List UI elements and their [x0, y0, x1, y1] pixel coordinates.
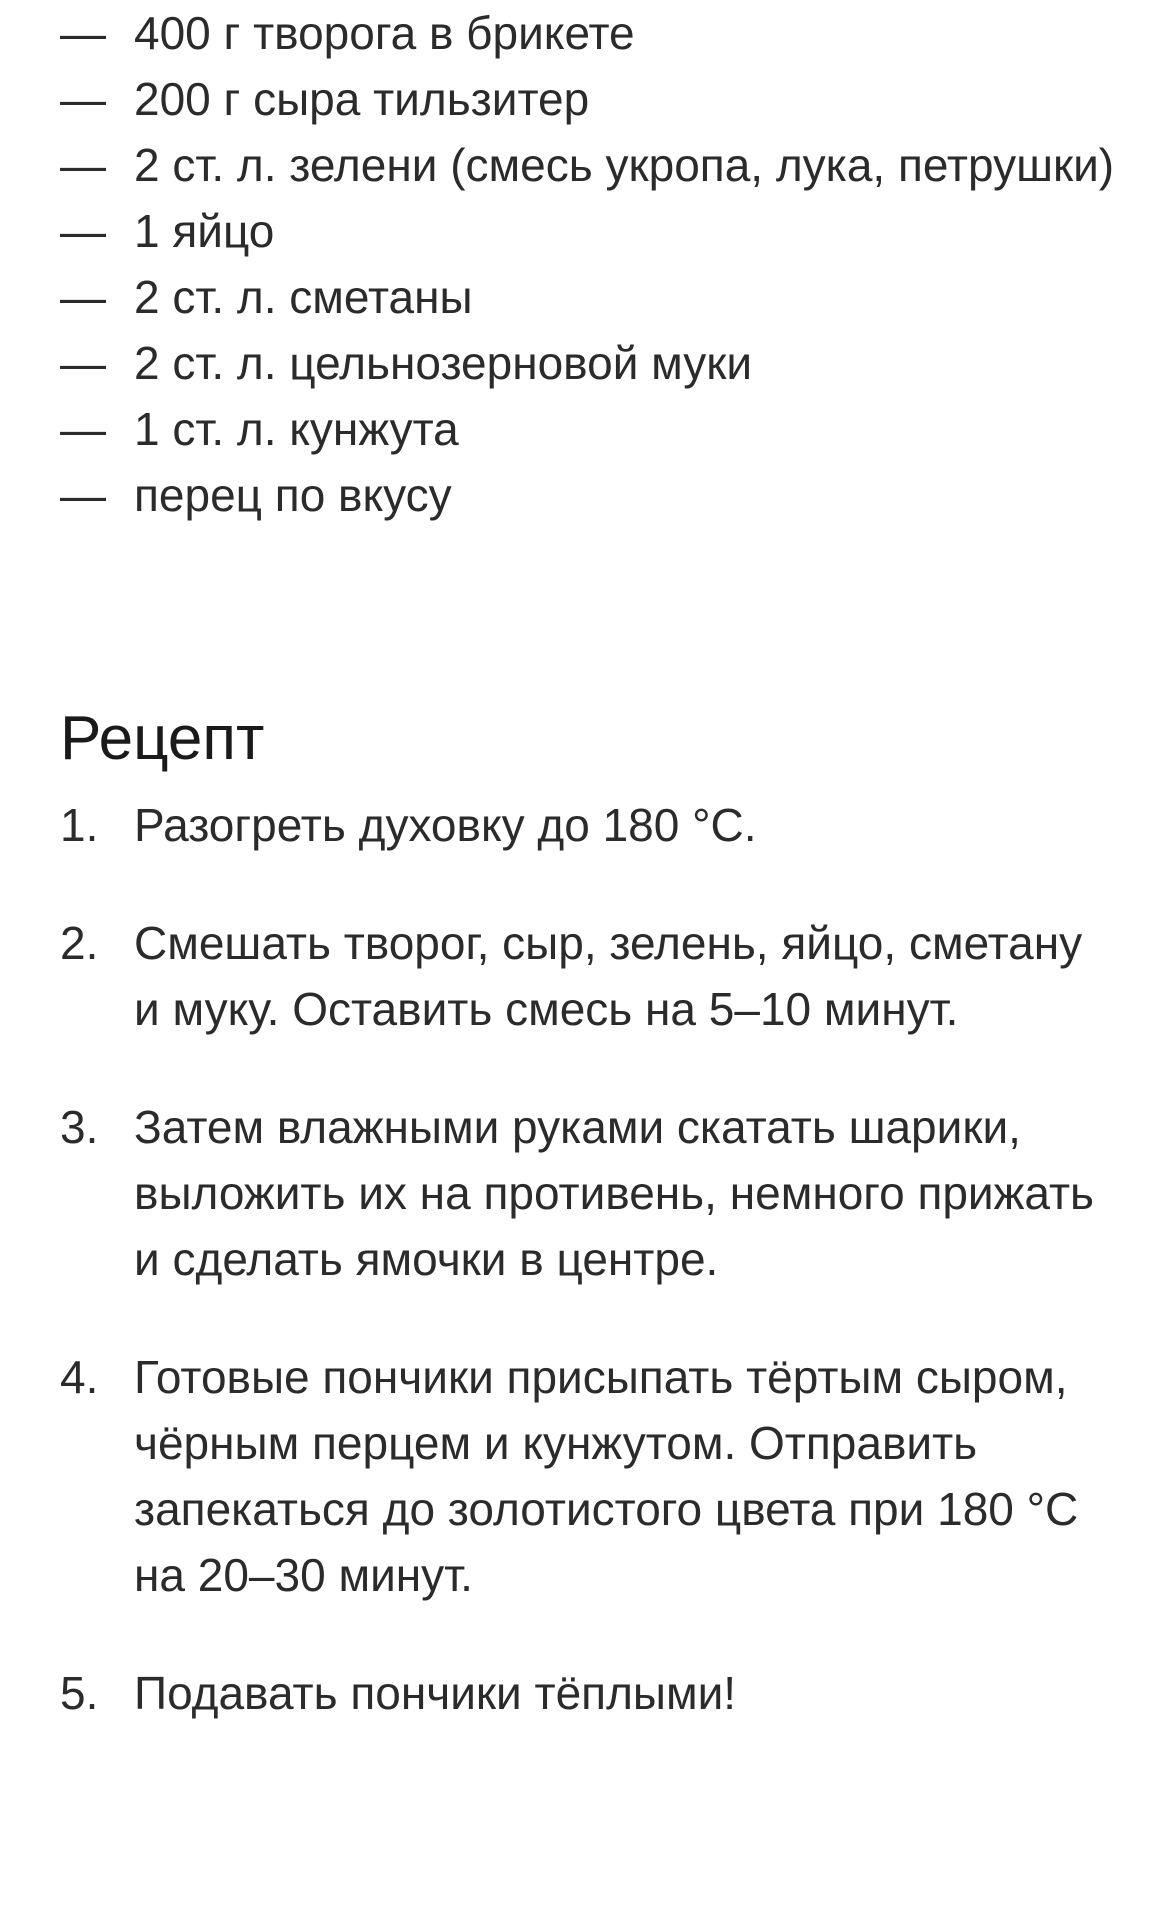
ingredient-dash: — — [60, 7, 106, 59]
step-number: 5. — [60, 1667, 99, 1719]
ingredient-item — [60, 462, 1120, 528]
ingredient-item — [60, 66, 1120, 132]
ingredient-item — [60, 264, 1120, 330]
ingredient-dash: — — [60, 337, 106, 389]
ingredient-text: 200 г сыра тильзитер — [134, 73, 590, 125]
ingredient-dash: — — [60, 139, 106, 191]
ingredient-item — [60, 330, 1120, 396]
step-text: Подавать пончики тёплыми! — [134, 1667, 737, 1719]
recipe-step — [60, 792, 1120, 858]
step-number: 3. — [60, 1101, 99, 1153]
ingredient-dash: — — [60, 403, 106, 455]
ingredient-text: перец по вкусу — [134, 469, 452, 521]
recipe-step — [60, 1344, 1120, 1608]
step-number: 2. — [60, 917, 99, 969]
ingredient-dash: — — [60, 205, 106, 257]
recipe-step — [60, 910, 1120, 1042]
step-text: Затем влажными руками скатать шарики, выложить их на противень, немного прижать и сделать ямочки в центре. — [134, 1101, 1095, 1285]
ingredient-text: 400 г творога в брикете — [134, 7, 635, 59]
ingredient-text: 2 ст. л. сметаны — [134, 271, 473, 323]
ingredient-item — [60, 198, 1120, 264]
recipe-step — [60, 1660, 1120, 1726]
ingredient-text: 2 ст. л. зелени (смесь укропа, лука, петрушки) — [134, 139, 1115, 191]
ingredient-item — [60, 0, 1120, 66]
ingredient-item — [60, 132, 1120, 198]
recipe-step — [60, 1094, 1120, 1292]
step-number: 4. — [60, 1351, 99, 1403]
ingredient-dash: — — [60, 73, 106, 125]
step-text: Разогреть духовку до 180 °C. — [134, 799, 757, 851]
step-text: Смешать творог, сыр, зелень, яйцо, сметану и муку. Оставить смесь на 5–10 минут. — [134, 917, 1083, 1035]
ingredient-text: 1 ст. л. кунжута — [134, 403, 459, 455]
step-text: Готовые пончики присыпать тёртым сыром, чёрным перцем и кунжутом. Отправить запекаться до золотистого цвета при 180 °C на 20–30 минут. — [134, 1351, 1079, 1601]
step-number: 1. — [60, 799, 99, 851]
ingredient-dash: — — [60, 469, 106, 521]
ingredients-list — [60, 0, 1120, 528]
recipe-steps-list — [60, 792, 1120, 1778]
ingredient-dash: — — [60, 271, 106, 323]
ingredient-text: 2 ст. л. цельнозерновой муки — [134, 337, 753, 389]
ingredient-item — [60, 396, 1120, 462]
ingredient-text: 1 яйцо — [134, 205, 275, 257]
recipe-section-title: Рецепт — [60, 704, 265, 773]
